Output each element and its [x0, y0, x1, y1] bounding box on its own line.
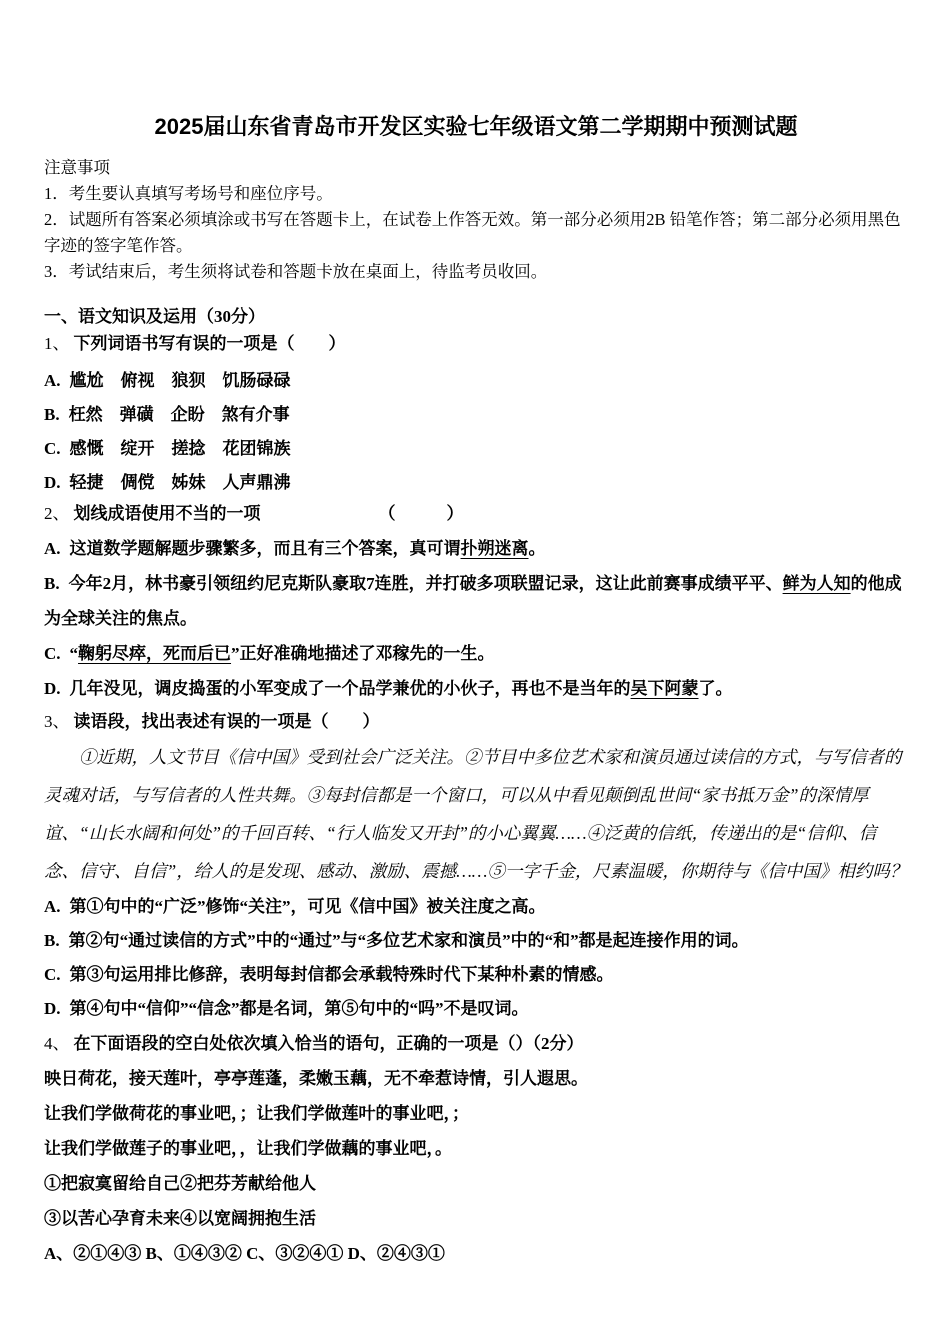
option-text: 第①句中的“广泛”修饰“关注”，可见《信中国》被关注度之高。	[69, 897, 546, 916]
question-4-passage-line: 让我们学做莲子的事业吧，，让我们学做藕的事业吧，。	[44, 1139, 452, 1158]
option-label: B.	[44, 931, 60, 950]
option-label: B.	[44, 405, 60, 424]
option-label: A.	[44, 897, 61, 916]
question-3-number: 3、	[44, 712, 70, 731]
option-label: A.	[44, 539, 61, 558]
question-4-passage-line: 让我们学做荷花的事业吧，；让我们学做莲叶的事业吧，；	[44, 1104, 469, 1123]
notice-section	[44, 155, 908, 285]
question-1-option-c	[44, 435, 908, 462]
answer-paren: （ ）	[378, 504, 464, 523]
option-label: C.	[44, 644, 61, 663]
option-label: C.	[44, 965, 61, 984]
question-3-passage: ①近期，人文节目《信中国》受到社会广泛关注。②节目中多位艺术家和演员通过读信的方式，与写信者的灵魂对话，与写信者的人性共舞。③每封信都是一个窗口，可以从中看见颠倒乱世间“家书抵万金”的深情厚谊、“山长水阔和何处”的千回百转、“行人临发又开封”的小心翼翼……④泛黄的信纸，传递出的是“信仰、信念、信守、自信”，给人的是发现、感动、激励、震撼……⑤一字千金，尺素温暖，你期待与《信中国》相约吗？	[44, 747, 908, 881]
question-3	[44, 706, 908, 1026]
question-4-choice-line: ③以苦心孕育未来④以宽阔拥抱生活	[44, 1209, 316, 1228]
option-text: 轻捷 倜傥 姊妹 人声鼎沸	[69, 473, 291, 492]
option-label: D.	[44, 679, 61, 698]
question-2-number: 2、	[44, 504, 70, 523]
question-4-number: 4、	[44, 1034, 70, 1053]
question-2-option-a	[44, 531, 908, 566]
question-4-passage-line: 映日荷花，接天莲叶，亭亭莲蓬，柔嫩玉藕，无不牵惹诗情，引人遐思。	[44, 1069, 588, 1088]
page-title: 2025届山东省青岛市开发区实验七年级语文第二学期期中预测试题	[154, 114, 798, 139]
option-text: 第③句运用排比修辞，表明每封信都会承载特殊时代下某种朴素的情感。	[69, 965, 614, 984]
option-label: C.	[44, 439, 61, 458]
question-1-option-d	[44, 469, 908, 496]
question-4-answer-options: A、②①④③ B、①④③② C、③②④① D、②④③①	[44, 1244, 445, 1263]
question-3-stem	[44, 706, 908, 738]
notice-item-2: 2．试题所有答案必须填涂或书写在答题卡上，在试卷上作答无效。第一部分必须用2B 铅笔作答；第二部分必须用黑色字迹的签字笔作答。	[44, 210, 901, 255]
question-1-stem-text: 下列词语书写有误的一项是（ ）	[73, 334, 346, 353]
option-text: 尴尬 俯视 狼狈 饥肠碌碌	[69, 371, 291, 390]
option-text: “鞠躬尽瘁，死而后已”正好准确地描述了邓稼先的一生。	[69, 644, 495, 663]
option-label: B.	[44, 574, 60, 593]
question-4-stem	[44, 1026, 908, 1061]
question-2-option-c	[44, 636, 908, 671]
question-1-stem	[44, 330, 908, 357]
option-label: A.	[44, 371, 61, 390]
question-4-stem-text: 在下面语段的空白处依次填入恰当的语句，正确的一项是（）（2分）	[73, 1034, 584, 1053]
option-text: 今年2月，林书豪引领纽约尼克斯队豪取7连胜，并打破多项联盟记录，这让此前赛事成绩平平、鲜为人知的他成为全球关注的焦点。	[44, 574, 902, 628]
question-1-option-b	[44, 401, 908, 428]
question-2-stem-text: 划线成语使用不当的一项	[73, 504, 261, 523]
question-3-stem-text: 读语段，找出表述有误的一项是（ ）	[73, 712, 380, 731]
notice-heading: 注意事项	[44, 158, 110, 177]
option-text: 这道数学题解题步骤繁多，而且有三个答案，真可谓扑朔迷离。	[69, 539, 546, 558]
option-text: 第④句中“信仰”“信念”都是名词，第⑤句中的“吗”不是叹词。	[69, 999, 529, 1018]
question-2-option-b	[44, 566, 908, 636]
notice-item-3: 3．考试结束后，考生须将试卷和答题卡放在桌面上，待监考员收回。	[44, 262, 548, 281]
option-label: D.	[44, 999, 61, 1018]
question-4	[44, 1026, 908, 1271]
question-3-option-b	[44, 924, 908, 958]
option-text: 几年没见，调皮捣蛋的小军变成了一个品学兼优的小伙子，再也不是当年的吴下阿蒙了。	[69, 679, 733, 698]
option-text: 第②句“通过读信的方式”中的“通过”与“多位艺术家和演员”中的“和”都是起连接作用的词。	[68, 931, 749, 950]
question-2	[44, 496, 908, 706]
question-1	[44, 330, 908, 496]
question-3-option-a	[44, 890, 908, 924]
question-3-option-c	[44, 958, 908, 992]
option-label: D.	[44, 473, 61, 492]
question-4-choice-line: ①把寂寞留给自己②把芬芳献给他人	[44, 1174, 316, 1193]
option-text: 枉然 弹磺 企盼 煞有介事	[68, 405, 290, 424]
question-1-number: 1、	[44, 334, 70, 353]
question-1-option-a	[44, 367, 908, 394]
question-2-stem	[44, 496, 908, 531]
option-text: 感慨 绽开 搓捻 花团锦族	[69, 439, 291, 458]
notice-item-1: 1．考生要认真填写考场号和座位序号。	[44, 184, 333, 203]
section1-heading: 一、语文知识及运用（30分）	[44, 307, 265, 326]
question-3-option-d	[44, 992, 908, 1026]
question-2-option-d	[44, 671, 908, 706]
